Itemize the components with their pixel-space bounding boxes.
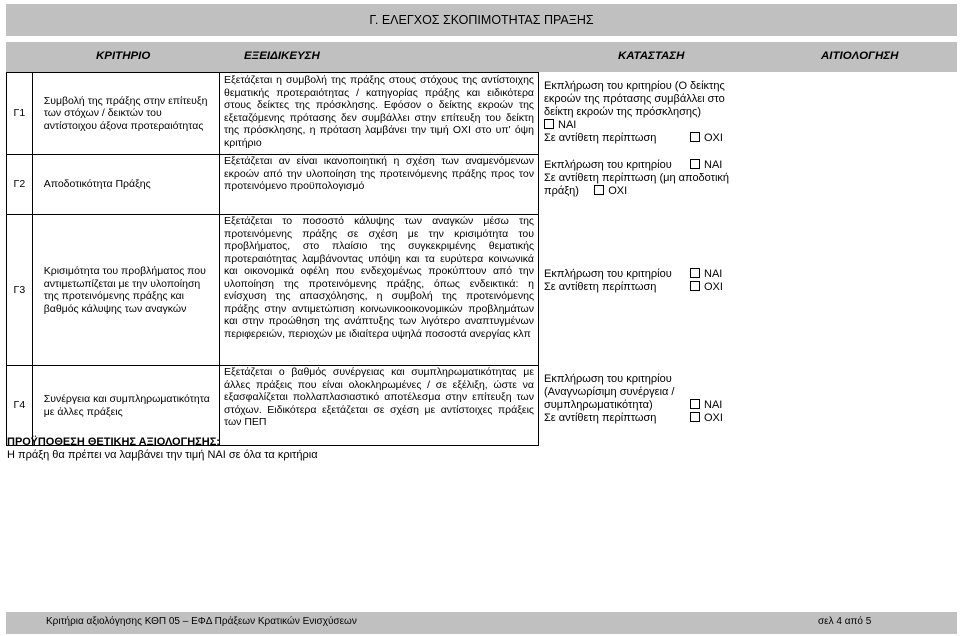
status-block-g2: Εκπλήρωση του κριτηρίου ΝΑΙ Σε αντίθετη περίπτωση (μη αποδοτική πράξη) ΟΧΙ xyxy=(544,159,730,197)
prerequisite-text: Η πράξη θα πρέπει να λαμβάνει την τιμή ΝΑΙ σε όλα τα κριτήρια xyxy=(7,449,318,461)
row-description: Εξετάζεται η συμβολή της πράξης στους στόχους της αντίστοιχης θεματικής προτεραιότητας / κατηγορίας πράξης και ειδικότερα στους δείκτες της πρόσκλησης. Εφόσον ο δείκτης εκροών της εξεταζόμενης πρότασης δεν συμβάλλει στην επίτευξη του δείκτη της πρόσκλησης, η πρόταση λαμβάνει την τιμή ΟΧΙ στο υπ' όψη κριτήριο xyxy=(219,73,538,155)
checkbox-yes[interactable] xyxy=(544,119,554,129)
checkbox-no[interactable] xyxy=(690,412,700,422)
row-code: Γ2 xyxy=(7,155,33,215)
checkbox-yes[interactable] xyxy=(690,159,700,169)
checkbox-no[interactable] xyxy=(594,185,604,195)
row-description: Εξετάζεται ο βαθμός συνέργειας και συμπληρωματικότητας με άλλες πράξεις που είναι ολοκληρωμένες / σε εξέλιξη, ώστε να εξασφαλίζεται πολλαπλασιαστικό αποτέλεσμα στην επίτευξη των στόχων. Ειδικότερα εξετάζεται σε σχέση με αντίστοιχες πράξεις των ΠΕΠ xyxy=(219,366,538,446)
footer-bar xyxy=(6,612,957,634)
checkbox-yes[interactable] xyxy=(690,399,700,409)
section-title-bar xyxy=(6,4,957,36)
footer-left: Κριτήρια αξιολόγησης ΚΘΠ 05 – ΕΦΔ Πράξεων Κρατικών Ενισχύσεων xyxy=(46,616,357,627)
table-row xyxy=(7,215,539,366)
section-title: Γ. ΕΛΕΓΧΟΣ ΣΚΟΠΙΜΟΤΗΤΑΣ ΠΡΑΞΗΣ xyxy=(369,13,594,27)
table-header-bar xyxy=(6,42,957,72)
status-block-g4: Εκπλήρωση του κριτηρίου (Αναγνωρίσιμη συνέργεια / συμπληρωματικότητα) ΝΑΙ Σε αντίθετη περίπτωση ΟΧΙ xyxy=(544,373,723,424)
prerequisite-heading: ΠΡΟΫΠΟΘΕΣΗ ΘΕΤΙΚΗΣ ΑΞΙΟΛΟΓΗΣΗΣ: xyxy=(7,436,220,448)
row-criterion: Αποδοτικότητα Πράξης xyxy=(32,155,219,215)
row-code: Γ3 xyxy=(7,215,33,366)
row-description: Εξετάζεται αν είναι ικανοποιητική η σχέση των αναμενόμενων εκροών από την υλοποίηση της προτεινόμενης πράξης προς τον προτεινόμενο προϋπολογισμό xyxy=(219,155,538,215)
table-row xyxy=(7,366,539,446)
checkbox-no[interactable] xyxy=(690,281,700,291)
header-status: ΚΑΤΑΣΤΑΣΗ xyxy=(618,50,685,62)
table-row xyxy=(7,73,539,155)
footer-page: σελ 4 από 5 xyxy=(818,616,872,627)
header-criterion: ΚΡΙΤΗΡΙΟ xyxy=(96,50,151,62)
row-criterion: Κρισιμότητα του προβλήματος που αντιμετωπίζεται με την υλοποίηση της προτεινόμενης πράξης και βαθμός κάλυψης των αναγκών xyxy=(32,215,219,366)
row-criterion: Συνέργεια και συμπληρωματικότητα με άλλες πράξεις xyxy=(32,366,219,446)
row-description: Εξετάζεται το ποσοστό κάλυψης των αναγκών μέσω της προτεινόμενης πράξης σε σχέση με την κρισιμότητα του προβλήματος, στο πλαίσιο της συγκεκριμένης θεματικής προτεραιότητας λαμβάνοντας υπόψη και τα ευρύτερα κοινωνικά και οικονομικά οφέλη που ενδεχομένως προκύπτουν από την υλοποίηση της προτεινόμενης πράξης, όπως ενδεικτικά: η ενίσχυση της απασχόλησης, η συμβολή της προτεινόμενης πράξης στην αντιμετώπιση κοινωνικοοικονομικών προβλημάτων και στην προώθηση της ανάπτυξης των λιγότερο αναπτυγμένων περιφερειών, περιοχών με ιδιαίτερα υψηλά ποσοστά ανεργίας κλπ xyxy=(219,215,538,366)
checkbox-no[interactable] xyxy=(690,132,700,142)
prerequisite xyxy=(7,436,318,462)
checkbox-yes[interactable] xyxy=(690,268,700,278)
criteria-table xyxy=(6,72,539,446)
header-justification: ΑΙΤΙΟΛΟΓΗΣΗ xyxy=(821,50,899,62)
row-criterion: Συμβολή της πράξης στην επίτευξη των στόχων / δεικτών του αντίστοιχου άξονα προτεραιότητας xyxy=(32,73,219,155)
table-row xyxy=(7,155,539,215)
row-code: Γ1 xyxy=(7,73,33,155)
header-explanation: ΕΞΕΙΔΙΚΕΥΣΗ xyxy=(244,50,320,62)
status-block-g3: Εκπλήρωση του κριτηρίου ΝΑΙ Σε αντίθετη περίπτωση ΟΧΙ xyxy=(544,268,723,293)
row-code: Γ4 xyxy=(7,366,33,446)
status-block-g1: Εκπλήρωση του κριτηρίου (Ο δείκτης εκροών της πρότασης συμβάλλει στο δείκτη εκροών της πρόσκλησης) ΝΑΙ Σε αντίθετη περίπτωση ΟΧΙ xyxy=(544,80,725,144)
